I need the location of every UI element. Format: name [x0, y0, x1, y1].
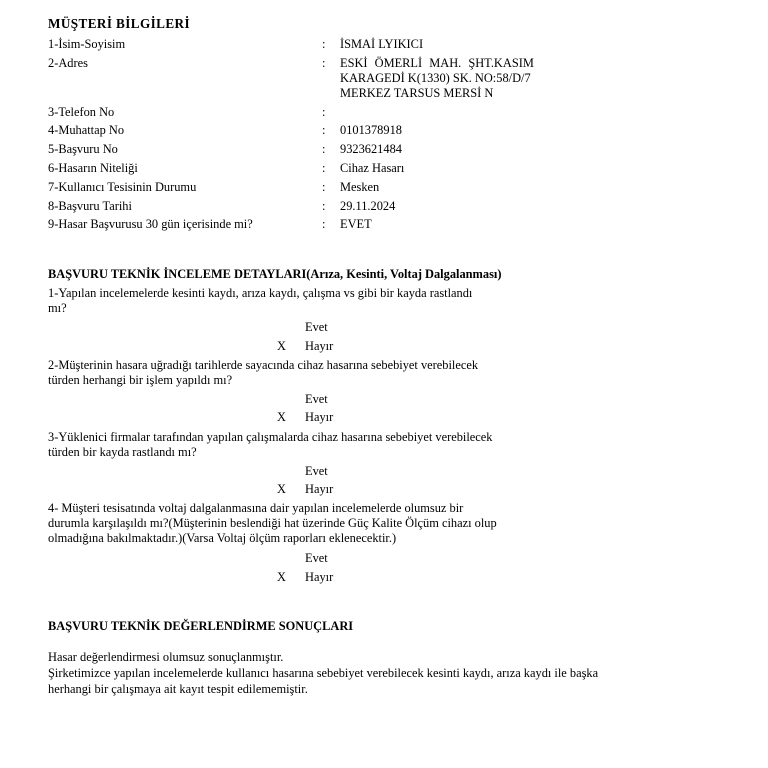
question-1-mark: X: [277, 339, 286, 353]
question-2-option-yes: Evet: [305, 392, 328, 406]
question-1-line-1: 1-Yapılan incelemelerde kesinti kaydı, arıza kaydı, çalışma vs gibi bir kayda rastlandı: [48, 286, 473, 300]
field-value-contact-no: 0101378918: [340, 123, 402, 137]
field-colon: :: [322, 123, 326, 137]
field-value-facility-status: Mesken: [340, 180, 380, 194]
field-colon: :: [322, 105, 326, 119]
question-2-line-2: türden herhangi bir işlem yapıldı mı?: [48, 373, 233, 387]
question-3-line-2: türden bir kayda rastlandı mı?: [48, 445, 197, 459]
customer-info-heading: MÜŞTERİ BİLGİLERİ: [48, 16, 191, 31]
question-4-option-yes: Evet: [305, 551, 328, 565]
field-colon: :: [322, 161, 326, 175]
technical-inspection-heading: BAŞVURU TEKNİK İNCELEME DETAYLARI(Arıza, Kesinti, Voltaj Dalgalanması): [48, 267, 502, 281]
field-label-within-30-days: 9-Hasar Başvurusu 30 gün içerisinde mi?: [48, 217, 253, 231]
field-value-address-line3: MERKEZ TARSUS MERSİ N: [340, 86, 494, 100]
field-colon: :: [322, 180, 326, 194]
field-value-application-date: 29.11.2024: [340, 199, 396, 213]
question-1-option-yes: Evet: [305, 320, 328, 334]
field-value-within-30-days: EVET: [340, 217, 372, 231]
field-colon: :: [322, 37, 326, 51]
field-label-application-no: 5-Başvuru No: [48, 142, 118, 156]
result-paragraph-3: herhangi bir çalışmaya ait kayıt tespit edilememiştir.: [48, 682, 308, 696]
question-4-option-no: Hayır: [305, 570, 334, 584]
field-label-contact-no: 4-Muhattap No: [48, 123, 125, 137]
field-colon: :: [322, 217, 326, 231]
field-colon: :: [322, 142, 326, 156]
evaluation-results-heading: BAŞVURU TEKNİK DEĞERLENDİRME SONUÇLARI: [48, 619, 354, 633]
result-paragraph-2: Şirketimizce yapılan incelemelerde kullanıcı hasarına sebebiyet verebilecek kesinti kaydı, arıza kaydı ile başka: [48, 666, 599, 680]
question-4-line-1: 4- Müşteri tesisatında voltaj dalgalanmasına dair yapılan incelemelerde olumsuz bir: [48, 501, 464, 515]
question-2-option-no: Hayır: [305, 410, 334, 424]
field-colon: :: [322, 199, 326, 213]
question-3-option-yes: Evet: [305, 464, 328, 478]
field-label-application-date: 8-Başvuru Tarihi: [48, 199, 132, 213]
question-2-line-1: 2-Müşterinin hasara uğradığı tarihlerde sayacında cihaz hasarına sebebiyet verebilecek: [48, 358, 479, 372]
field-value-name: İSMAİ LYIKICI: [340, 37, 424, 51]
field-label-phone: 3-Telefon No: [48, 105, 115, 119]
question-3-line-1: 3-Yüklenici firmalar tarafından yapılan çalışmalarda cihaz hasarına sebebiyet verebilecek: [48, 430, 493, 444]
question-4-mark: X: [277, 570, 286, 584]
field-label-damage-type: 6-Hasarın Niteliği: [48, 161, 138, 175]
question-1-line-2: mı?: [48, 301, 67, 315]
field-label-address: 2-Adres: [48, 56, 88, 70]
question-3-mark: X: [277, 482, 286, 496]
result-paragraph-1: Hasar değerlendirmesi olumsuz sonuçlanmıştır.: [48, 650, 284, 664]
field-value-address-line2: KARAGEDİ K(1330) SK. NO:58/D/7: [340, 71, 531, 85]
question-2-mark: X: [277, 410, 286, 424]
field-colon: :: [322, 56, 326, 70]
field-value-damage-type: Cihaz Hasarı: [340, 161, 405, 175]
field-value-address-line1: ESKİ ÖMERLİ MAH. ŞHT.KASIM: [340, 56, 534, 70]
question-3-option-no: Hayır: [305, 482, 334, 496]
question-4-line-3: olmadığına bakılmaktadır.)(Varsa Voltaj ölçüm raporları eklenecektir.): [48, 531, 397, 545]
field-value-application-no: 9323621484: [340, 142, 402, 156]
question-1-option-no: Hayır: [305, 339, 334, 353]
field-label-name: 1-İsim-Soyisim: [48, 37, 126, 51]
question-4-line-2: durumla karşılaşıldı mı?(Müşterinin beslendiği hat üzerinde Güç Kalite Ölçüm cihazı olup: [48, 516, 497, 530]
field-label-facility-status: 7-Kullanıcı Tesisinin Durumu: [48, 180, 197, 194]
